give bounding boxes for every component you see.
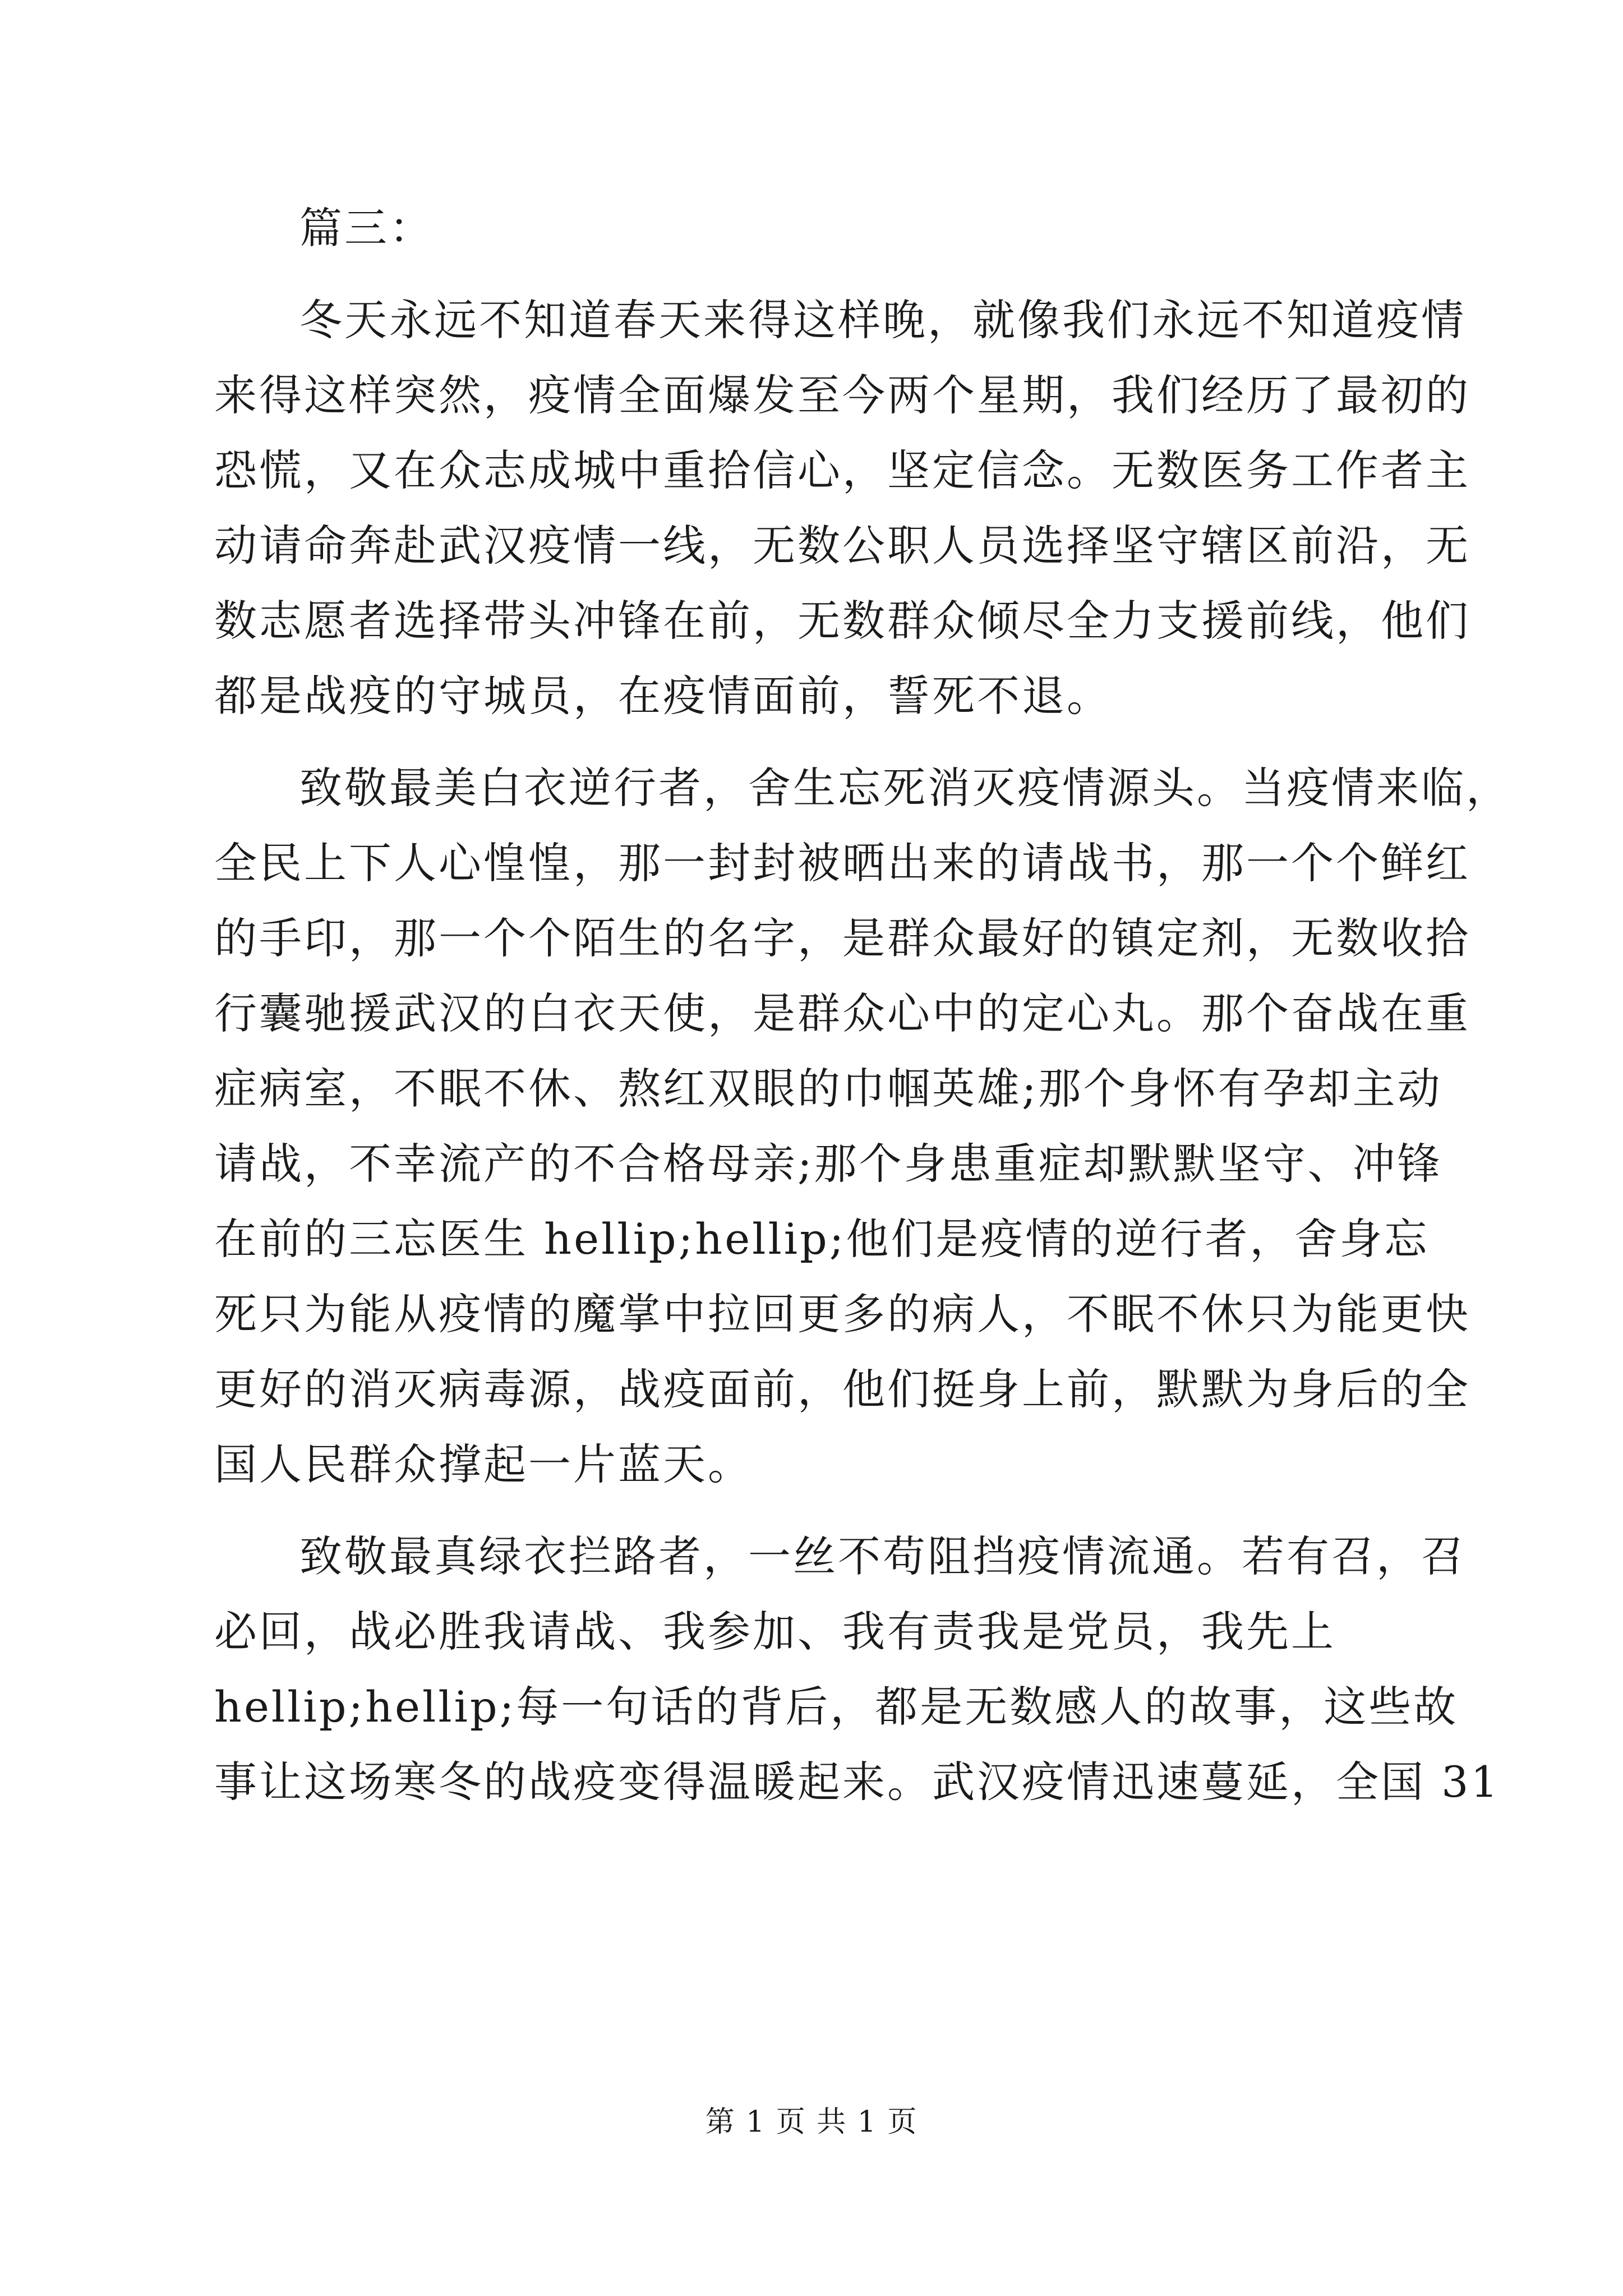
paragraph-line: 冬天永远不知道春天来得这样晚，就像我们永远不知道疫情	[299, 295, 1466, 345]
paragraph-line: 更好的消灭病毒源，战疫面前，他们挺身上前，默默为身后的全	[214, 1364, 1470, 1414]
paragraph-line: 都是战疫的守城员，在疫情面前，誓死不退。	[214, 671, 1112, 721]
paragraph-line: 死只为能从疫情的魔掌中拉回更多的病人，不眠不休只为能更快	[214, 1289, 1470, 1339]
paragraph-line: 来得这样突然，疫情全面爆发至今两个星期，我们经历了最初的	[214, 370, 1470, 420]
paragraph-gap	[214, 734, 1420, 751]
paragraph-line: 致敬最真绿衣拦路者，一丝不苟阻挡疫情流通。若有召，召	[299, 1531, 1466, 1581]
paragraph-line: 动请命奔赴武汉疫情一线，无数公职人员选择坚守辖区前沿，无	[214, 521, 1470, 570]
paragraph-line: 致敬最美白衣逆行者，舍生忘死消灭疫情源头。当疫情来临，	[299, 763, 1511, 813]
paragraph-line: 数志愿者选择带头冲锋在前，无数群众倾尽全力支援前线，他们	[214, 596, 1470, 646]
paragraph-line: 行囊驰援武汉的白衣天使，是群众心中的定心丸。那个奋战在重	[214, 988, 1470, 1038]
paragraph-line: hellip;hellip;每一句话的背后，都是无数感人的故事，这些故	[214, 1682, 1459, 1732]
paragraph-1	[214, 283, 1470, 734]
section-heading: 篇三：	[299, 203, 434, 253]
paragraph-line: 事让这场寒冬的战疫变得温暖起来。武汉疫情迅速蔓延，全国 31	[214, 1757, 1500, 1807]
paragraph-2	[214, 751, 1511, 1502]
paragraph-3	[214, 1519, 1500, 1820]
document-body	[214, 191, 1511, 1820]
paragraph-line: 必回，战必胜我请战、我参加、我有责我是党员，我先上	[214, 1607, 1336, 1657]
paragraph-line: 请战，不幸流产的不合格母亲;那个身患重症却默默坚守、冲锋	[214, 1139, 1442, 1189]
paragraph-line: 恐慌，又在众志成城中重拾信心，坚定信念。无数医务工作者主	[214, 445, 1470, 495]
paragraph-line: 在前的三忘医生 hellip;hellip;他们是疫情的逆行者，舍身忘	[214, 1214, 1430, 1264]
paragraph-line: 全民上下人心惶惶，那一封封被晒出来的请战书，那一个个鲜红	[214, 838, 1470, 888]
paragraph-gap	[214, 1502, 1420, 1519]
paragraph-line: 的手印，那一个个陌生的名字，是群众最好的镇定剂，无数收拾	[214, 913, 1470, 963]
paragraph-line: 国人民群众撑起一片蓝天。	[214, 1439, 753, 1489]
page-footer: 第 1 页 共 1 页	[705, 2105, 918, 2139]
paragraph-line: 症病室，不眠不休、熬红双眼的巾帼英雄;那个身怀有孕却主动	[214, 1064, 1442, 1114]
